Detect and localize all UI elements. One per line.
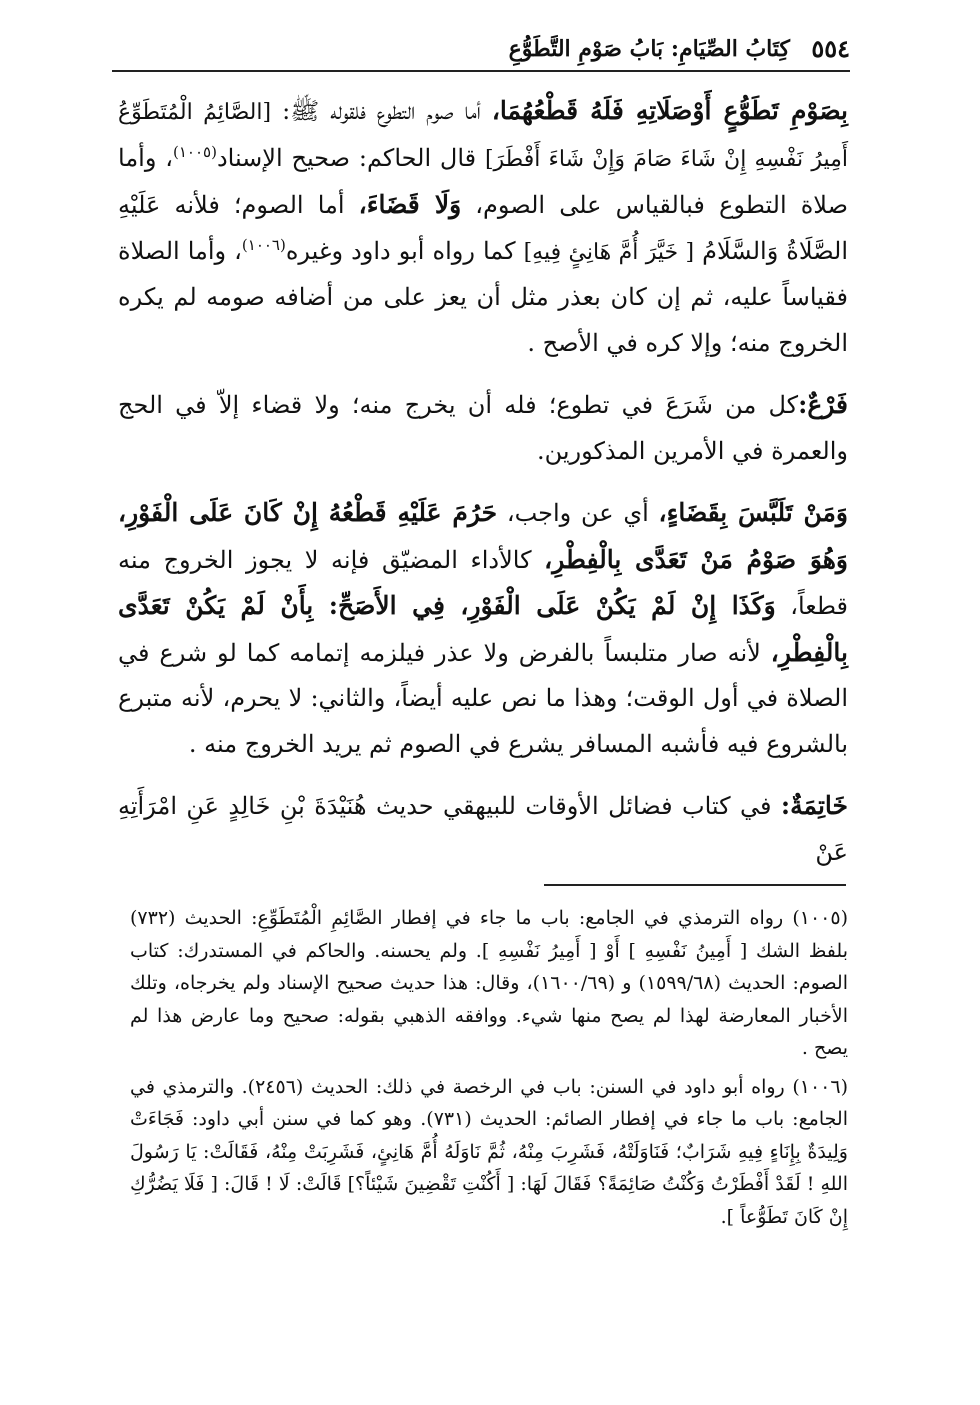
matn-lemma: حَرُمَ عَلَيْهِ قَطْعُهُ إِنْ كَانَ عَلَى الْفَوْرِ، وَهُوَ صَوْمُ مَنْ تَعَدَّى بِالْفِطْرِ، [118, 498, 848, 574]
footnote-ref: (١٠٠٦) [241, 235, 286, 254]
hadith-quote: [ خَيَّرَ أُمَّ هَانِئٍ فِيهِ] [523, 239, 695, 265]
footnotes [130, 902, 848, 1239]
footnote-1006 [130, 1071, 848, 1234]
paragraph-3 [118, 490, 848, 767]
far-heading: فَرْعٌ: [798, 390, 848, 419]
commentary-text: لأنه صار متلبساً بالفرض ولا عذر فيلزمه إتمامه كما لو شرع في الصلاة في أول الوقت؛ وهذا ما نص عليه أيضاً، والثاني: لا يحرم، لأنه متبرع بالشروع فيه فأشبه المسافر يشرع في الصوم ثم يريد الخروج منه . [118, 638, 848, 758]
commentary-text: قال الحاكم: صحيح الإسناد [216, 143, 485, 172]
khatima-heading: خَاتِمَةٌ: [780, 791, 848, 820]
matn-lemma: وَكَذَا إِنْ لَمْ يَكُنْ عَلَى الْفَوْرِ، فِي الأَصَحِّ: بِأَنْ لَمْ يَكُنْ تَعَدَّى بِالْفِطْرِ، [118, 591, 848, 667]
commentary-text: أي عن واجب، [497, 499, 659, 527]
footnote-divider [544, 884, 846, 886]
page-number: ٥٥٤ [811, 34, 850, 63]
commentary-text: أما صوم التطوع فلقوله ﷺ: [271, 97, 492, 125]
commentary-text: ، وأما صلاة التطوع فبالقياس على الصوم، [118, 143, 848, 219]
commentary-text: كالأداء المضيّق فإنه لا يجوز الخروج منه قطعاً، [118, 545, 848, 620]
running-title: كِتَابُ الصِّيَامِ: بَابُ صَوْمِ التَّطَوُّعِ [508, 36, 790, 62]
hadith-quote: [الصَّائِمُ الْمُتَطَوِّعُ أَمِيرُ نَفْسِهِ إِنْ شَاءَ صَامَ وَإِنْ شَاءَ أَفْطَرَ] [118, 100, 848, 172]
footnote-ref: (١٠٠٥) [172, 142, 217, 161]
matn-lemma: وَلَا قَضَاءَ، [358, 190, 462, 219]
footnote-text: رواه أبو داود في السنن: باب في الرخصة في ذلك: الحديث (٢٤٥٦). والترمذي في الجامع: باب ما جاء في إفطار الصائم: الحديث (٧٣١). وهو كما في سنن أبي داود: فَجَاءَتْ وَلِيدَةٌ بِإِنَاءٍ فِيهِ شَرَابٌ؛ فَنَاوَلَتْهُ، فَشَرِبَ مِنْهُ، ثُمَّ نَاوَلَهُ أُمَّ هَانِئٍ، فَشَرِبَتْ مِنْهُ، فَقَالَتْ: يَا رَسُولَ اللهِ ! لَقَدْ أَفْطَرْتُ وَكُنْتُ صَائِمَةً؟ فَقَالَ لَهَا: [ أَكُنْتِ تَقْضِينَ شَيْئاً؟] قَالَتْ: لَا ! قَالَ: [ فَلَا يَضُرُّكِ إِنْ كَانَ تَطَوُّعاً ]. [130, 1075, 848, 1228]
matn-lemma: بِصَوْمِ تَطَوُّعٍ أَوْصَلَاتِهِ فَلَهُ قَطْعُهُمَا، [491, 96, 848, 125]
footnote-number: (١٠٠٥) [792, 907, 848, 929]
page-header [112, 30, 850, 72]
main-text [118, 88, 848, 875]
footnote-number: (١٠٠٦) [792, 1075, 848, 1098]
paragraph-4 [118, 783, 848, 875]
footnote-text: رواه الترمذي في الجامع: باب ما جاء في إفطار الصَّائِمِ الْمُتَطَوِّعِ: الحديث (٧٣٢) بلفظ الشك [ أَمِينُ نَفْسِهِ ] أَوْ [ أَمِيرُ نَفْسِهِ ]. ولم يحسنه. والحاكم في المستدرك: كتاب الصوم: الحديث (١٥٩٩/٦٨) و (١٦٠٠/٦٩)، وقال: هذا حديث صحيح الإسناد ولم يخرجاه، وتلك الأخبار المعارضة لهذا لم يصح منها شيء. ووافقه الذهبي بقوله: صحيح وما عارض هذا لم يصح . [130, 907, 848, 1059]
commentary-text: ، وأما الصلاة فقياساً عليه، ثم إن كان بعذر مثل أن يعز على من أضافه صومه لم يكره الخروج منه؛ وإلا كره في الأصح . [118, 236, 848, 357]
paragraph-2 [118, 382, 848, 474]
commentary-text: أما الصوم؛ فلأنه عَلَيْهِ الصَّلَاةُ وَالسَّلَامُ [118, 191, 848, 265]
footnote-1005 [130, 902, 848, 1065]
paragraph-1 [118, 88, 848, 366]
commentary-text: كما رواه أبو داود وغيره [285, 236, 524, 265]
matn-lemma: وَمَنْ تَلَبَّسَ بِقَضَاءٍ، [658, 498, 849, 527]
commentary-text: كل من شَرَعَ في تطوع؛ فله أن يخرج منه؛ ولا قضاء إلاّ في الحج والعمرة في الأمرين المذكورين. [118, 391, 848, 465]
commentary-text: في كتاب فضائل الأوقات للبيهقي حديث هُنَيْدَةَ بْنِ خَالِدٍ عَنِ امْرَأَتِهِ عَنْ [118, 792, 848, 866]
